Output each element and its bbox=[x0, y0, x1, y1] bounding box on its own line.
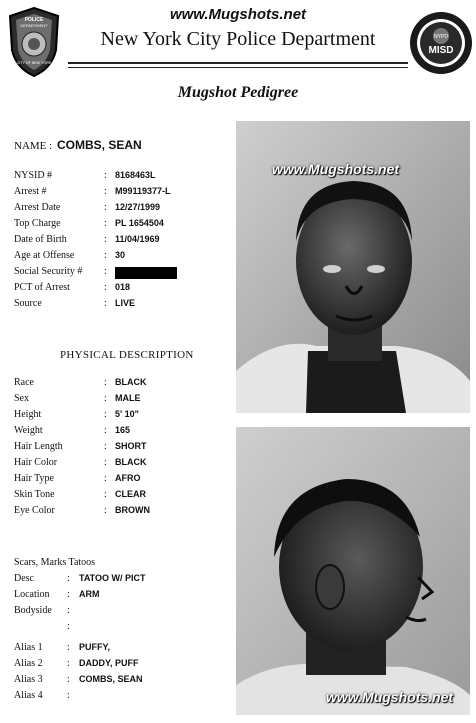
name-value: COMBS, SEAN bbox=[57, 138, 142, 152]
site-header: www.Mugshots.net bbox=[169, 6, 307, 23]
physical-value: 5' 10" bbox=[115, 409, 139, 419]
scars-title: Scars, Marks Tatoos bbox=[14, 557, 96, 568]
detail-label: Date of Birth bbox=[14, 234, 67, 245]
detail-value: 8168463L bbox=[115, 170, 156, 180]
badge-left-line-1: POLICE bbox=[24, 17, 44, 23]
physical-label: Hair Length bbox=[14, 441, 63, 452]
detail-value: 018 bbox=[115, 282, 131, 292]
scars-label: Bodyside bbox=[14, 605, 52, 616]
physical-value: BLACK bbox=[115, 377, 147, 387]
physical-label: Weight bbox=[14, 425, 43, 436]
document-title: Mugshot Pedigree bbox=[177, 84, 299, 101]
badge-left-line-3: CITY OF NEW YORK bbox=[16, 61, 52, 65]
detail-label: Social Security # bbox=[14, 266, 83, 277]
alias-value: COMBS, SEAN bbox=[79, 674, 143, 684]
detail-value: 12/27/1999 bbox=[115, 202, 161, 212]
detail-label: PCT of Arrest bbox=[14, 282, 70, 293]
physical-label: Skin Tone bbox=[14, 489, 55, 500]
detail-value: 11/04/1969 bbox=[115, 234, 160, 244]
alias-value: DADDY, PUFF bbox=[79, 658, 139, 668]
detail-label: Arrest Date bbox=[14, 202, 61, 213]
alias-label: Alias 1 bbox=[14, 642, 43, 653]
department-title: New York City Police Department bbox=[100, 28, 376, 50]
physical-value: BLACK bbox=[115, 457, 147, 467]
seal-small-text: NYPD bbox=[434, 34, 448, 40]
name-label: NAME : bbox=[14, 140, 53, 152]
alias-label: Alias 3 bbox=[14, 674, 43, 685]
physical-label: Sex bbox=[14, 393, 29, 404]
detail-label: Top Charge bbox=[14, 218, 61, 229]
ssn-redaction bbox=[115, 267, 177, 279]
profile-mugshot-photo bbox=[236, 427, 470, 715]
detail-label: NYSID # bbox=[14, 170, 53, 181]
physical-value: MALE bbox=[115, 393, 141, 403]
physical-label: Eye Color bbox=[14, 505, 55, 516]
detail-value: M99119377-L bbox=[115, 186, 171, 196]
front-mugshot-photo bbox=[236, 121, 470, 413]
physical-label: Hair Type bbox=[14, 473, 54, 484]
detail-label: Source bbox=[14, 298, 42, 309]
physical-value: SHORT bbox=[115, 441, 147, 451]
detail-value: PL 1654504 bbox=[115, 218, 164, 228]
front-photo-watermark: www.Mugshots.net bbox=[272, 161, 400, 177]
physical-label: Hair Color bbox=[14, 457, 58, 468]
physical-label: Race bbox=[14, 377, 34, 388]
detail-label: Age at Offense bbox=[14, 250, 75, 261]
physical-value: CLEAR bbox=[115, 489, 146, 499]
scars-label: Desc bbox=[14, 573, 34, 584]
physical-label: Height bbox=[14, 409, 42, 420]
misd-seal-icon bbox=[408, 10, 474, 76]
detail-value: LIVE bbox=[115, 298, 136, 308]
physical-value: BROWN bbox=[115, 505, 150, 515]
profile-portrait-icon bbox=[236, 427, 470, 715]
scars-value: TATOO W/ PICT bbox=[79, 573, 146, 583]
header-rule-thin bbox=[68, 67, 408, 68]
alias-label: Alias 4 bbox=[14, 690, 43, 701]
alias-label: Alias 2 bbox=[14, 658, 43, 669]
detail-value: 30 bbox=[115, 250, 126, 260]
header-rule bbox=[68, 62, 408, 64]
alias-value: PUFFY, bbox=[79, 642, 111, 652]
physical-value: AFRO bbox=[115, 473, 141, 483]
physical-value: 165 bbox=[115, 425, 131, 435]
physical-description-title: PHYSICAL DESCRIPTION bbox=[60, 349, 194, 361]
detail-label: Arrest # bbox=[14, 186, 47, 197]
profile-photo-watermark: www.Mugshots.net bbox=[326, 689, 454, 705]
scars-label: Location bbox=[14, 589, 50, 600]
seal-text: MISD bbox=[428, 45, 454, 56]
badge-left-line-2: DEPARTMENT bbox=[20, 23, 48, 28]
scars-value: ARM bbox=[79, 589, 100, 599]
